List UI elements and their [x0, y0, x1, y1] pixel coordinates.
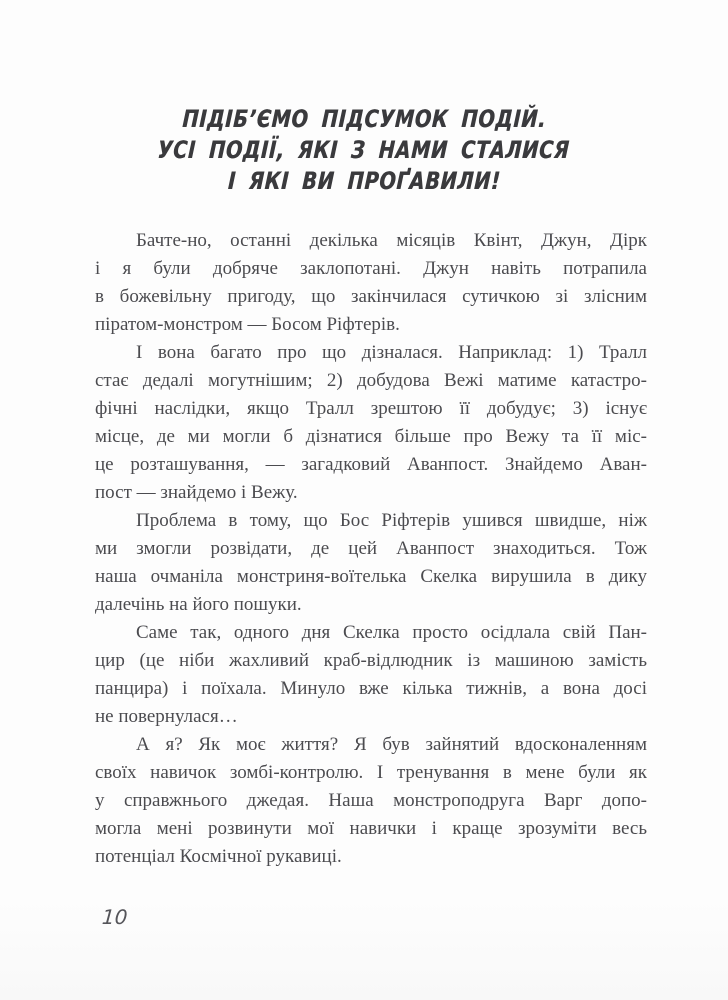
chapter-heading-line: [0, 166, 728, 197]
text-line: потенціал Космічної рукавиці.: [95, 846, 342, 867]
text-line: і я були добряче заклопотані. Джун навіть потрапила: [95, 258, 647, 279]
text-line: у справжнього джедая. Наша монстроподруга Варг допо-: [95, 790, 647, 811]
page-number: 10: [101, 905, 129, 929]
text-line: далечінь на його пошуки.: [95, 594, 302, 615]
body-text-block: [95, 227, 647, 871]
paragraph: [95, 339, 647, 507]
chapter-heading-line: [0, 104, 728, 135]
text-line: ми змогли розвідати, де цей Аванпост знаходиться. Тож: [95, 538, 647, 559]
text-line: Проблема в тому, що Бос Ріфтерів ушився швидше, ніж: [136, 510, 647, 531]
paragraph: [95, 619, 647, 731]
chapter-heading-text: УСІ ПОДІЇ, ЯКІ З НАМИ СТАЛИСЯ: [157, 136, 571, 164]
text-line: пост — знайдемо і Вежу.: [95, 482, 298, 503]
text-line: наша очманіла монстриня-воїтелька Скелка вирушила в дику: [95, 566, 647, 587]
text-line: не повернулася…: [95, 706, 238, 727]
text-line: піратом-монстром — Босом Ріфтерів.: [95, 314, 400, 335]
text-line: фічні наслідки, якщо Тралл зрештою її добудує; 3) існує: [95, 398, 647, 419]
text-line: А я? Як моє життя? Я був зайнятий вдосконаленням: [136, 734, 647, 755]
chapter-heading-text: ПІДІБ’ЄМО ПІДСУМОК ПОДІЙ.: [181, 105, 547, 133]
text-line: І вона багато про що дізналася. Наприклад: 1) Тралл: [136, 342, 647, 363]
text-line: місце, де ми могли б дізнатися більше про Вежу та її міс-: [95, 426, 647, 447]
text-line: Бачте-но, останні декілька місяців Квінт, Джун, Дірк: [136, 230, 647, 251]
paragraph: [95, 731, 647, 871]
chapter-heading: [0, 104, 728, 197]
text-line: панцира) і поїхала. Минуло вже кілька тижнів, а вона досі: [95, 678, 647, 699]
chapter-heading-text: І ЯКІ ВИ ПРОҐАВИЛИ!: [226, 167, 502, 195]
chapter-heading-line: [0, 135, 728, 166]
text-line: Саме так, одного дня Скелка просто осідлала свій Пан-: [136, 622, 647, 643]
text-line: своїх навичок зомбі-контролю. І тренування в мене були як: [95, 762, 647, 783]
text-line: в божевільну пригоду, що закінчилася сутичкою зі злісним: [95, 286, 647, 307]
text-line: стає дедалі могутнішим; 2) добудова Вежі матиме катастро-: [95, 370, 647, 391]
text-line: це розташування, — загадковий Аванпост. Знайдемо Аван-: [95, 454, 647, 475]
text-line: цир (це ніби жахливий краб-відлюдник із машиною замість: [95, 650, 647, 671]
paragraph: [95, 507, 647, 619]
paragraph: [95, 227, 647, 339]
text-line: могла мені розвинути мої навички і краще зрозуміти весь: [95, 818, 647, 839]
